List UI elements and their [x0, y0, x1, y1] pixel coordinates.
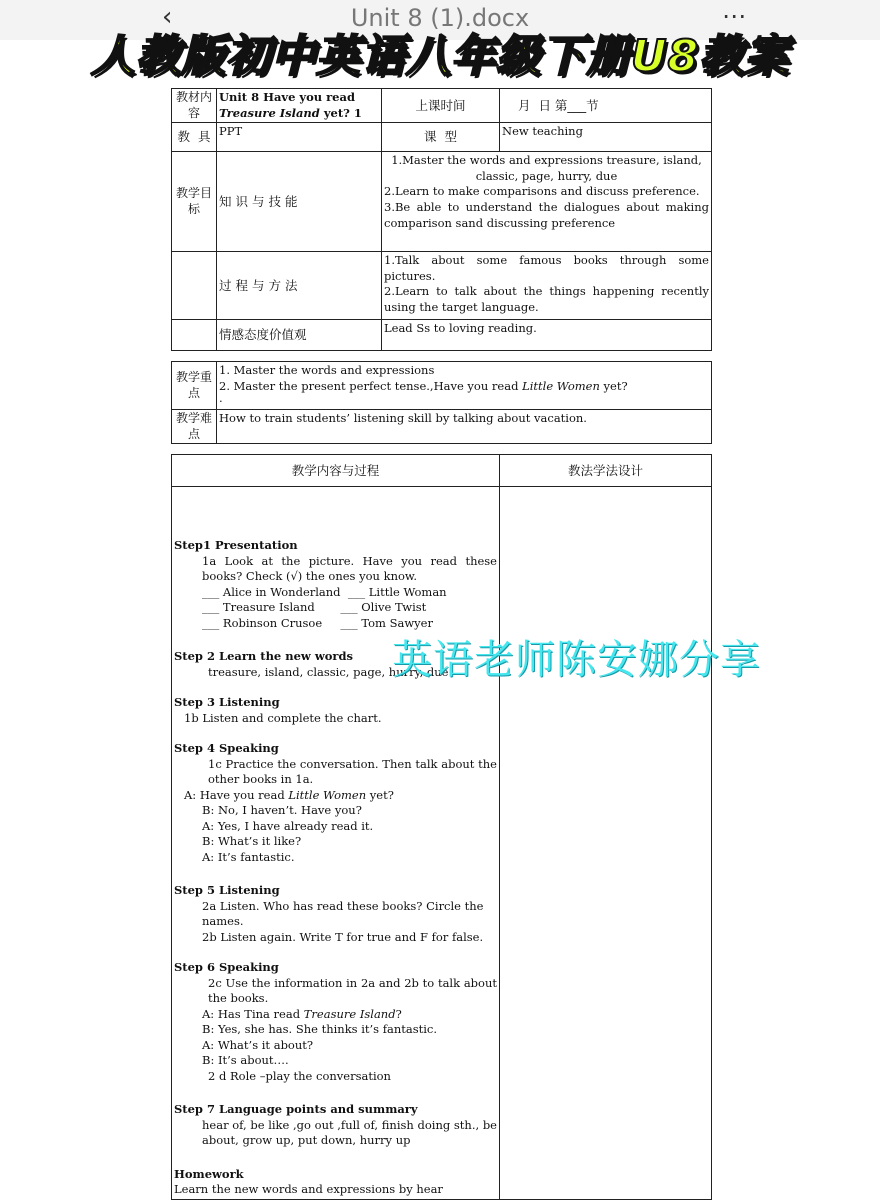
step-4-instruction: 1c Practice the conversation. Then talk about the other books in 1a. [208, 756, 497, 787]
key-point-2-end: yet? [599, 378, 628, 393]
key-points-label: 教学重点 [172, 362, 217, 410]
dialogue-line: B: What’s it like? [202, 834, 302, 849]
key-point-2 [219, 379, 709, 395]
dialogue-text-end: ? [395, 1006, 402, 1021]
objectives-emotion-row [172, 320, 712, 351]
difficult-points-label: 教学难点 [172, 410, 217, 444]
file-name: Unit 8 (1).docx [350, 4, 530, 32]
method-column-header: 教法学法设计 [500, 455, 712, 487]
step-1-instruction: 1a Look at the picture. Have you read these books? Check (√) the ones you know. [202, 553, 497, 584]
row-gap [172, 444, 712, 455]
objectives-knowledge-row [172, 152, 712, 252]
homework-title: Homework [174, 1166, 244, 1181]
dialogue-line: A: What’s it about? [202, 1037, 314, 1052]
step-7-title: Step 7 Language points and summary [174, 1102, 418, 1117]
unit-title-end: yet? 1 [319, 105, 362, 120]
book-option-row-1: ___ Alice in Wonderland ___ Little Woman [202, 584, 447, 599]
tools-value: PPT [217, 123, 382, 152]
dialogue-book: Little Women [288, 787, 367, 802]
header-row-2 [172, 123, 712, 152]
process-body-row [172, 487, 712, 1200]
step-3-title: Step 3 Listening [174, 695, 280, 710]
header-row-1 [172, 89, 712, 123]
step-3-instruction: 1b Listen and complete the chart. [184, 710, 382, 725]
emotion-label: 情感态度价值观 [217, 320, 382, 351]
step-7-language-points: hear of, be like ,go out ,full of, finish doing sth., be about, grow up, put down, hurry up [202, 1117, 497, 1148]
dialogue-line: A: It’s fantastic. [202, 849, 295, 864]
step-6-instruction: 2c Use the information in 2a and 2b to talk about the books. [208, 975, 497, 1006]
step-5-instruction-1: 2a Listen. Who has read these books? Circle the names. [202, 898, 484, 929]
step-5-title: Step 5 Listening [174, 883, 280, 898]
difficult-points-row [172, 410, 712, 444]
book-option-row-3: ___ Robinson Crusoe ___ Tom Sawyer [202, 615, 433, 630]
objectives-process-row [172, 252, 712, 320]
dialogue-text: A: Have you read [184, 787, 289, 802]
row-gap [172, 351, 712, 362]
dialogue-text: A: Has Tina read [202, 1006, 304, 1021]
process-content [382, 252, 712, 320]
knowledge-item-3: 3.Be able to understand the dialogues about making comparison sand discussing preference [384, 199, 709, 230]
material-label: 教材内容 [172, 89, 217, 123]
chevron-left-icon[interactable]: ‹ [162, 2, 173, 32]
step-4-title: Step 4 Speaking [174, 741, 279, 756]
empty-cell [172, 320, 217, 351]
unit-title-book: Treasure Island [219, 105, 320, 120]
step-2-title: Step 2 Learn the new words [174, 649, 353, 664]
key-points-content [217, 362, 712, 410]
banner-title: 人教版初中英语八年级下册U8教案 [90, 31, 790, 82]
key-point-2-text: 2. Master the present perfect tense.,Have you read [219, 378, 523, 393]
key-point-3: . [219, 391, 223, 406]
teaching-process-content [172, 487, 500, 1200]
book-option-row-2: ___ Treasure Island ___ Olive Twist [202, 600, 427, 615]
dialogue-line [174, 788, 497, 804]
knowledge-item-2: 2.Learn to make comparisons and discuss preference. [384, 184, 700, 199]
class-time-label: 上课时间 [382, 89, 500, 123]
key-point-2-book: Little Women [522, 378, 600, 393]
step-2-words: treasure, island, classic, page, hurry, due [208, 664, 449, 679]
dialogue-text-end: yet? [366, 787, 394, 802]
key-points-row [172, 362, 712, 410]
process-item-1: 1.Talk about some famous books through some pictures. [384, 253, 709, 283]
unit-title [217, 89, 382, 123]
dialogue-line: B: No, I haven’t. Have you? [202, 803, 362, 818]
tools-label: 教 具 [172, 123, 217, 152]
dialogue-line: B: It’s about…. [202, 1053, 289, 1068]
dialogue-line: A: Yes, I have already read it. [202, 818, 374, 833]
lesson-type-label: 课 型 [382, 123, 500, 152]
knowledge-item-1: 1.Master the words and expressions treasure, island, classic, page, hurry, due [391, 153, 702, 183]
step-1-title: Step1 Presentation [174, 538, 298, 553]
dialogue-line: B: Yes, she has. She thinks it’s fantastic. [202, 1022, 438, 1037]
empty-cell [172, 252, 217, 320]
unit-title-main: Unit 8 Have you read [219, 90, 355, 104]
content-column-header: 教学内容与过程 [172, 455, 500, 487]
ellipsis-icon[interactable]: ⋯ [722, 2, 746, 30]
difficult-points-value: How to train students’ listening skill by talking about vacation. [217, 410, 712, 444]
step-6-role-play: 2 d Role –play the conversation [208, 1068, 391, 1083]
homework-content: Learn the new words and expressions by hear [174, 1182, 443, 1197]
dialogue-book: Treasure Island [303, 1006, 396, 1021]
process-label: 过程与方法 [217, 252, 382, 320]
process-item-2: 2.Learn to talk about the things happening recently using the target language. [384, 284, 709, 314]
key-point-1: 1. Master the words and expressions [219, 363, 435, 378]
step-5-instruction-2: 2b Listen again. Write T for true and F for false. [202, 929, 484, 944]
knowledge-label: 知识与技能 [217, 152, 382, 252]
step-6-title: Step 6 Speaking [174, 960, 279, 975]
class-time-value: 月 日 第___节 [500, 89, 712, 123]
watermark-text: 英语老师陈安娜分享 [392, 637, 761, 683]
objectives-label: 教学目标 [172, 152, 217, 252]
dialogue-line [174, 1007, 497, 1023]
columns-header-row [172, 455, 712, 487]
method-design-cell [500, 487, 712, 1200]
knowledge-content [382, 152, 712, 252]
lesson-type-value: New teaching [500, 123, 712, 152]
emotion-value: Lead Ss to loving reading. [382, 320, 712, 351]
